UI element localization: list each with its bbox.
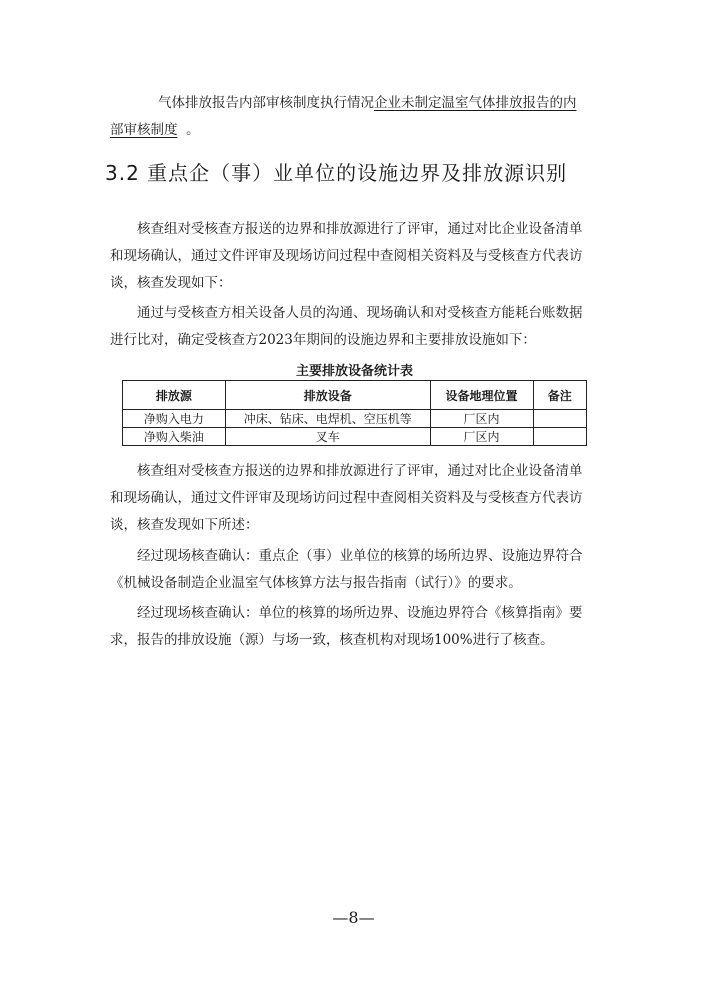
table-cell-location: 厂区内 <box>430 410 533 428</box>
paragraph-line: 谈，核查发现如下所述： <box>110 517 259 533</box>
column-header-location: 设备地理位置 <box>430 381 533 410</box>
paragraph-line: 求，报告的排放设施（源）与场一致，核查机构对现场100%进行了核查。 <box>110 632 554 648</box>
table-cell-location: 厂区内 <box>430 428 533 446</box>
column-header-source: 排放源 <box>123 381 226 410</box>
paragraph-confirmation <box>110 300 600 354</box>
paragraph-line: 核查组对受核查方报送的边界和排放源进行了评审，通过对比企业设备清单 <box>137 463 583 479</box>
paragraph-line: 核查组对受核查方报送的边界和排放源进行了评审，通过对比企业设备清单 <box>137 221 583 237</box>
table-row <box>123 410 587 428</box>
intro-paragraph <box>110 90 600 144</box>
table-header-row <box>123 381 587 410</box>
paragraph-findings <box>110 458 600 539</box>
table-cell-remarks <box>533 410 587 428</box>
paragraph-line: 进行比对，确定受核查方2023年期间的设施边界和主要排放设施如下： <box>110 332 536 348</box>
intro-end: 。 <box>186 122 200 138</box>
paragraph-line: 《机械设备制造企业温室气体核算方法与报告指南（试行）》的要求。 <box>110 575 522 591</box>
table-row <box>123 428 587 446</box>
emission-equipment-table <box>122 380 587 446</box>
intro-line-1 <box>110 90 600 117</box>
paragraph-conformity-accounting <box>110 600 600 654</box>
intro-text: 气体排放报告内部审核制度执行情况 <box>158 95 374 111</box>
paragraph-line: 经过现场核查确认：重点企（事）业单位的核算的场所边界、设施边界符合 <box>137 548 583 564</box>
column-header-remarks: 备注 <box>533 381 587 410</box>
table-cell-source: 净购入电力 <box>123 410 226 428</box>
paragraph-line: 和现场确认，通过文件评审及现场访问过程中查阅相关资料及与受核查方代表访 <box>110 490 583 506</box>
table-title: 主要排放设备统计表 <box>295 364 413 379</box>
table-cell-equipment: 冲床、钻床、电焊机、空压机等 <box>225 410 430 428</box>
paragraph-boundary-review <box>110 216 600 297</box>
intro-underlined-text: 企业未制定温室气体排放报告的内 <box>374 95 577 111</box>
section-title: 3.2 重点企（事）业单位的设施边界及排放源识别 <box>105 161 568 185</box>
page-number: —8— <box>332 908 375 927</box>
paragraph-line: 和现场确认，通过文件评审及现场访问过程中查阅相关资料及与受核查方代表访 <box>110 248 583 264</box>
table-cell-source: 净购入柴油 <box>123 428 226 446</box>
table-cell-remarks <box>533 428 587 446</box>
paragraph-line: 通过与受核查方相关设备人员的沟通、现场确认和对受核查方能耗台账数据 <box>137 305 583 321</box>
paragraph-conformity-guide <box>110 543 600 597</box>
paragraph-line: 谈，核查发现如下： <box>110 275 232 291</box>
intro-line-2 <box>110 117 600 144</box>
intro-underlined-text-2: 部审核制度 <box>110 122 178 138</box>
table-cell-equipment: 叉车 <box>225 428 430 446</box>
column-header-equipment: 排放设备 <box>225 381 430 410</box>
paragraph-line: 经过现场核查确认：单位的核算的场所边界、设施边界符合《核算指南》要 <box>137 605 583 621</box>
